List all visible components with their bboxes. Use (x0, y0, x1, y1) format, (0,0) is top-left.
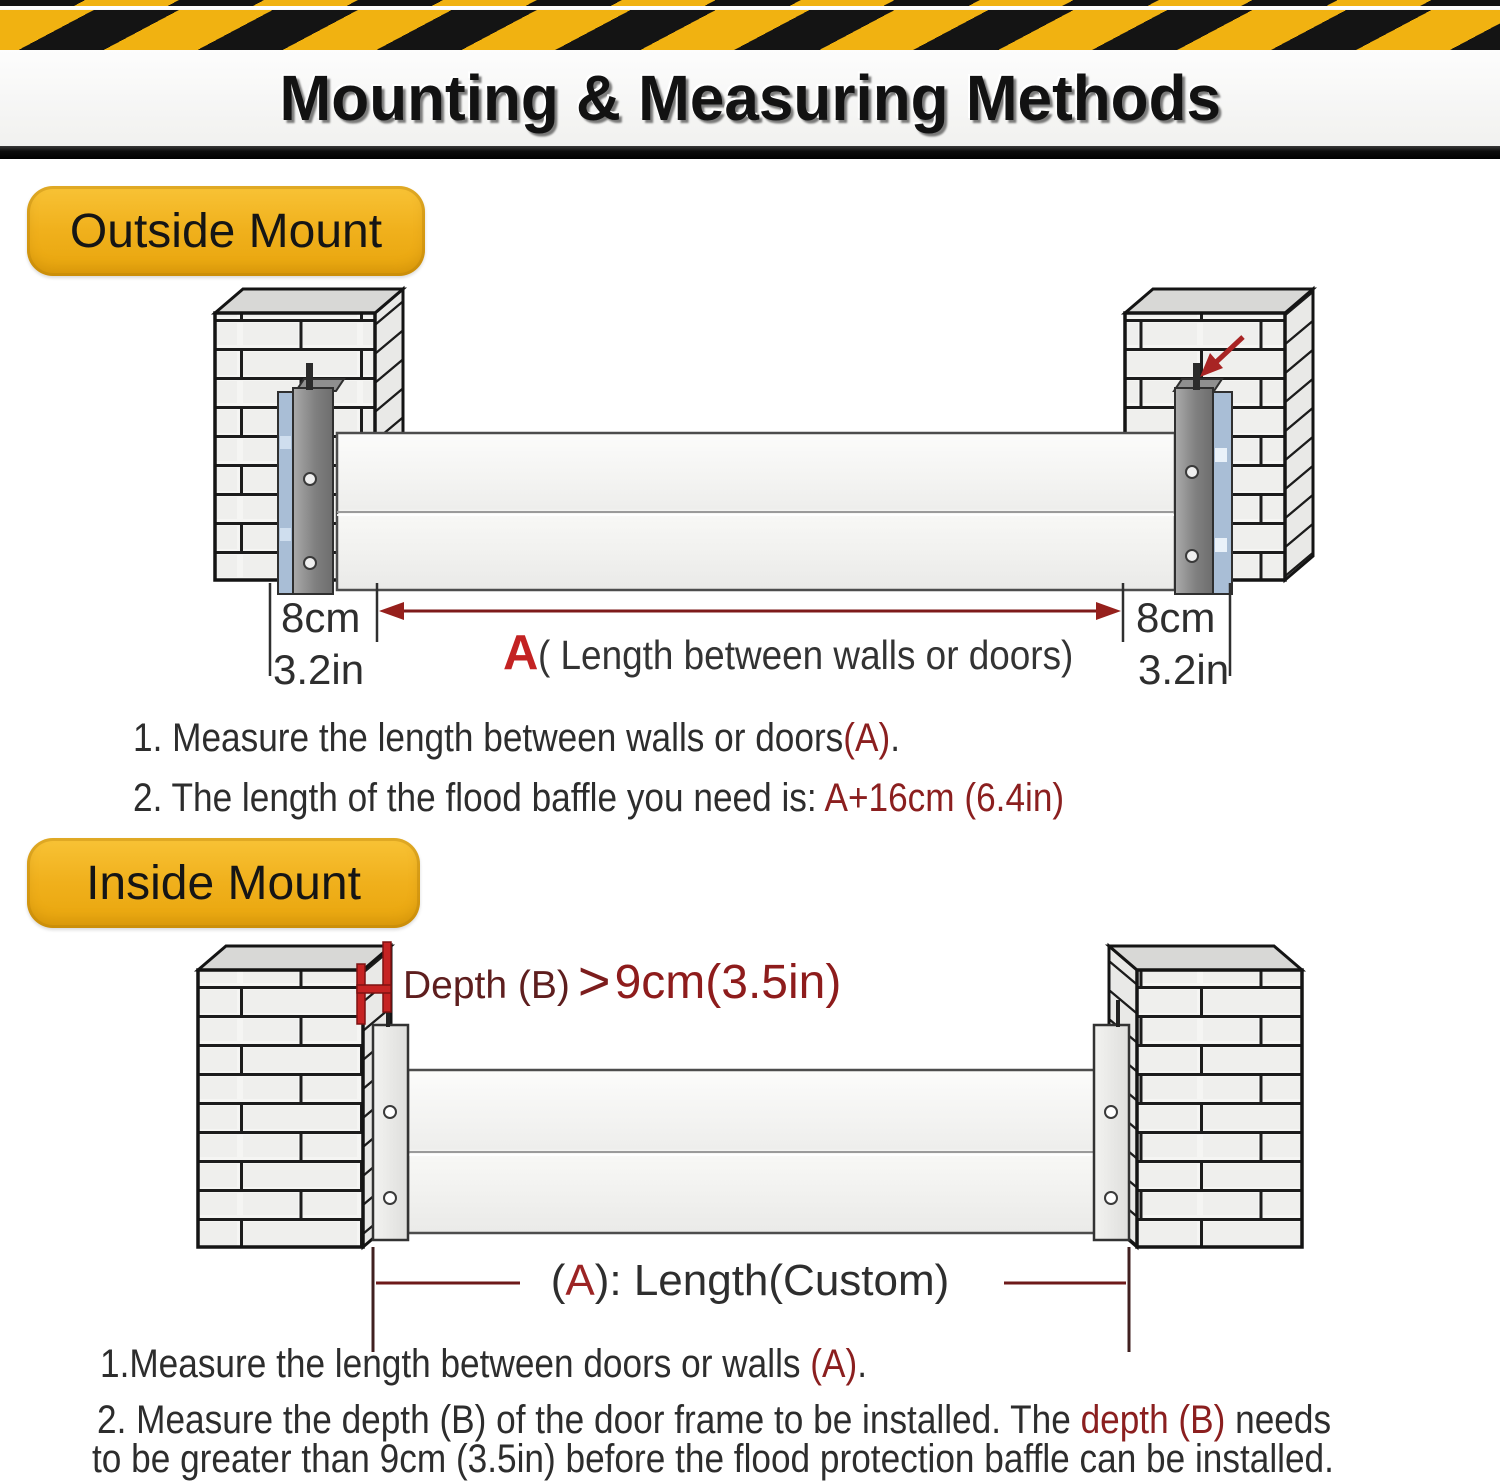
step-accent: (A) (843, 716, 891, 760)
screw-hole-icon (1186, 466, 1198, 478)
inside-mount-label-text: Inside Mount (86, 856, 361, 910)
span-a-letter: A (503, 626, 539, 680)
screw-hole-icon (1105, 1192, 1117, 1204)
screw-hole-icon (384, 1106, 396, 1118)
step-text: needs (1225, 1398, 1332, 1442)
step-text: 1.Measure the length between doors or walls (100, 1342, 811, 1386)
screw-hole-icon (1186, 550, 1198, 562)
inside-left-bracket (373, 1000, 408, 1240)
outside-mount-label (27, 186, 425, 276)
inside-step-1 (100, 1342, 972, 1387)
step-text: to be greater than 9cm (3.5in) before the flood protection baffle can be installed. (92, 1437, 1334, 1481)
step-text: . (857, 1342, 868, 1386)
outside-step-1 (133, 716, 1005, 761)
greater-than-sign: > (577, 949, 611, 1012)
screw-hole-icon (304, 473, 316, 485)
anchor-pin-icon (1116, 1000, 1120, 1027)
screw-hole-icon (1105, 1106, 1117, 1118)
span-caption-text: ( Length between walls or doors) (538, 632, 1074, 678)
step-text: 1. Measure the length between walls or doors (133, 716, 844, 760)
length-label-rest: ): Length(Custom) (594, 1256, 950, 1305)
inside-mount-label (27, 838, 420, 928)
screw-hole-icon (304, 557, 316, 569)
span-a-caption (503, 625, 1133, 681)
depth-value: 9cm(3.5in) (614, 956, 842, 1009)
anchor-bolt-icon (1193, 363, 1200, 390)
inside-right-pillar (1109, 946, 1302, 1247)
flood-barrier (408, 1070, 1095, 1233)
step-text: 2. Measure the depth (B) of the door frame to be installed. The (97, 1398, 1081, 1442)
left-gap-in: 3.2in (273, 646, 365, 693)
anchor-bolt-icon (306, 363, 313, 390)
title-band (0, 50, 1500, 146)
caution-stripe-icon (0, 10, 1500, 50)
outside-step-2 (133, 776, 1191, 821)
left-gap-cm: 8cm (281, 594, 361, 641)
arrowhead-left-icon (379, 602, 404, 620)
right-gap-in: 3.2in (1138, 646, 1230, 693)
banner-divider (0, 146, 1500, 159)
step-accent: (A) (810, 1342, 858, 1386)
length-label-open: ( (550, 1256, 566, 1305)
step-accent: A+16cm (6.4in) (824, 776, 1065, 820)
depth-label (403, 946, 841, 1011)
depth-label-text: Depth (B) (403, 964, 570, 1007)
step-text: 2. The length of the flood baffle you need is: (133, 776, 825, 820)
right-gap-cm: 8cm (1136, 594, 1216, 641)
outside-right-bracket (1174, 363, 1232, 594)
hazard-banner (0, 0, 1500, 159)
length-label (0, 1256, 1500, 1306)
inside-right-bracket (1094, 1000, 1129, 1240)
length-label-a: A (565, 1256, 595, 1305)
outside-mount-label-text: Outside Mount (69, 204, 383, 258)
step-accent: depth (B) (1080, 1398, 1226, 1442)
flood-barrier (337, 433, 1175, 590)
screw-hole-icon (384, 1192, 396, 1204)
arrowhead-right-icon (1096, 602, 1121, 620)
step-text: . (890, 716, 901, 760)
page-title: Mounting & Measuring Methods (279, 62, 1221, 134)
inside-step-2-line2 (92, 1437, 1500, 1482)
